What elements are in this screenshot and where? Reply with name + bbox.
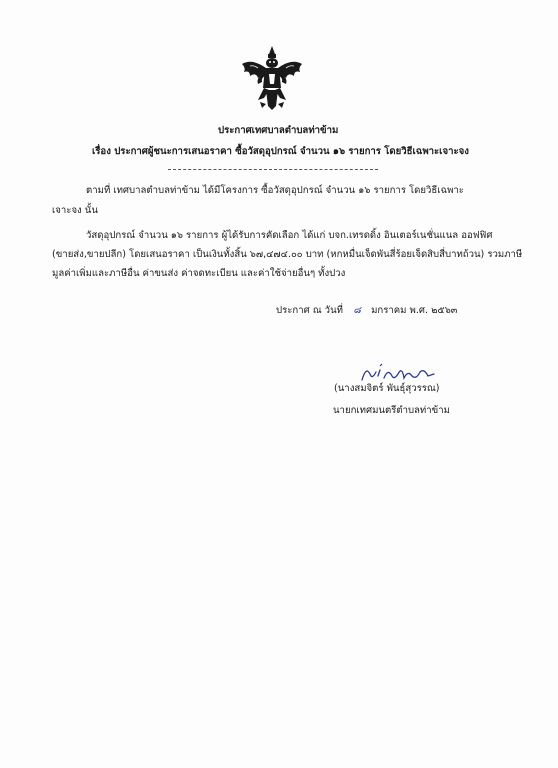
signer-position: นายกเทศมนตรีตำบลท่าข้าม — [333, 405, 450, 416]
divider-line — [168, 169, 378, 170]
garuda-emblem-icon — [236, 44, 308, 116]
paragraph-1-line-2: เจาะจง นั้น — [52, 205, 98, 216]
date-day: ๘ — [353, 305, 361, 316]
document-title: ประกาศเทศบาลตำบลท่าข้าม — [218, 125, 339, 136]
paragraph-1-line-1: ตามที่ เทศบาลตำบลท่าข้าม ได้มีโครงการ ซื้อวัสดุอุปกรณ์ จำนวน ๑๖ รายการ โดยวิธีเฉพาะ — [86, 185, 464, 196]
announcement-date — [276, 304, 457, 318]
document-subject: เรื่อง ประกาศผู้ชนะการเสนอราคา ซื้อวัสดุอุปกรณ์ จำนวน ๑๖ รายการ โดยวิธีเฉพาะเจาะจง — [92, 146, 469, 157]
paragraph-2-line-1: วัสดุอุปกรณ์ จำนวน ๑๖ รายการ ผู้ได้รับการคัดเลือก ได้แก่ บจก.เทรดดิ้ง อินเตอร์เนชั่นแนล ออฟฟิศ — [86, 230, 493, 241]
signer-name: (นางสมจิตร์ พันธุ์สุวรรณ) — [334, 383, 440, 394]
date-suffix: มกราคม พ.ศ. ๒๕๖๓ — [371, 305, 458, 316]
paragraph-2-line-3: มูลค่าเพิ่มและภาษีอื่น ค่าขนส่ง ค่าจดทะเบียน และค่าใช้จ่ายอื่นๆ ทั้งปวง — [52, 268, 346, 279]
date-prefix: ประกาศ ณ วันที่ — [276, 305, 343, 316]
paragraph-2-line-2: (ขายส่ง,ขายปลีก) โดยเสนอราคา เป็นเงินทั้งสิ้น ๖๗,๔๗๔.๐๐ บาท (หกหมื่นเจ็ดพันสี่ร้อยเจ็ดสิบสี่บาทถ้วน) รวมภาษี — [52, 249, 523, 260]
